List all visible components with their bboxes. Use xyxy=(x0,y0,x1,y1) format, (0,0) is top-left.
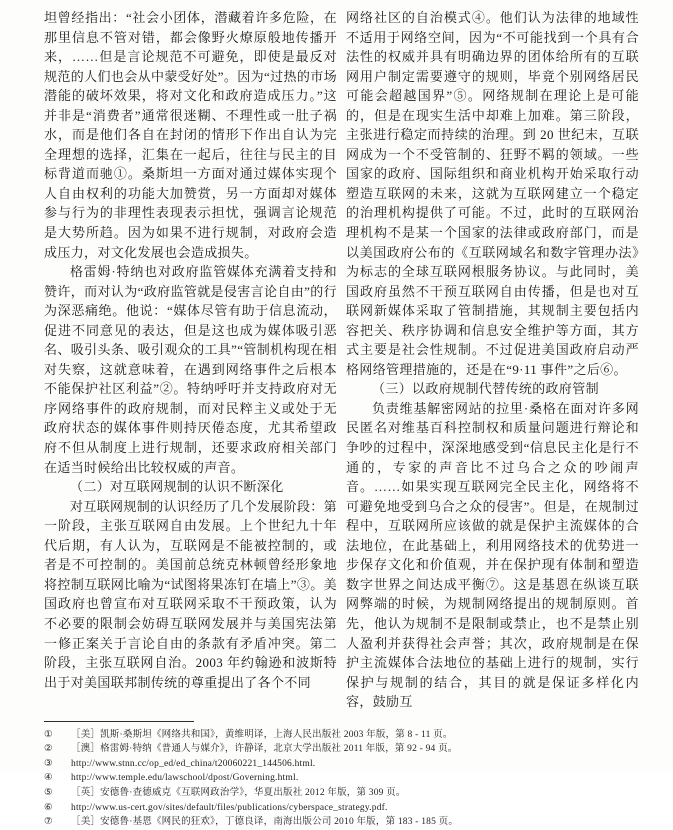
footnote xyxy=(44,802,639,816)
paragraph-stages-continued: 网络社区的自治模式④。他们认为法律的地域性不适用于网络空间，因为“不可能找到一个具有合法性的权威并具有明确边界的团体给所有的互联网用户制定需要遵守的规则，毕竟个别网络居民可能会超越国界”⑤。网络规制在理论上是可能的，但是在现实生活中却难上加难。第三阶段，主张进行稳定而持续的治理。到 20 世纪末，互联网成为一个不受管制的、狂野不羁的领域。一些国家的政府、国际组织和商业机构开始采取行动塑造互联网的未来，这就为互联网建立一个稳定的治理机构提供了可能。不过，此时的互联网治理机构不是某一个国家的法律或政府部门，而是以美国政府公布的《互联网域名和数字管理办法》为标志的全球互联网根服务协议。与此同时，美国政府虽然不干预互联网自由传播，但是也对互联网新媒体采取了管制措施，其规制主要包括内容把关、秩序协调和信息安全维护等方面，其方式主要是社会性规制。不过促进美国政府启动严格网络管理措施的，还是在“9·11 事件”之后⑥。 xyxy=(346,10,639,377)
footnote xyxy=(44,772,639,786)
footnote-separator xyxy=(44,721,194,722)
footnote-marker: ⑦ xyxy=(44,817,53,828)
footnote-text: ［美］凯斯·桑斯坦《网络共和国》，黄维明译，上海人民出版社 2003 年版，第 8 - 11 页。 xyxy=(71,729,453,740)
paragraph-turner: 格雷姆·特纳也对政府监管媒体充满着支持和赞许，而对认为“政府监管就是侵害言论自由”的行为深恶痛绝。他说：“媒体尽管有助于信息流动，促进不同意见的表达，但是这也成为媒体吸引恶名、吸引头条、吸引观众的工具”“管制机构现在相对失察，这就意味着，在遇到网络事件之后根本不能保护社区利益”②。特纳呼吁并支持政府对无序网络事件的政府规制，而对民粹主义或处于无政府状态的媒体事件则持厌倦态度，尤其希望政府不但从制度上进行规制，还要求政府相关部门在适当时候给出比较权威的声音。 xyxy=(44,264,337,475)
right-column xyxy=(346,8,639,712)
footnote-text: http://www.stnn.cc/op_ed/ed_china/t20060221_144506.html. xyxy=(71,758,316,769)
footnote-text: http://www.temple.edu/lawschool/dpost/Governing.html. xyxy=(71,773,299,784)
paragraph-stages: 对互联网规制的认识经历了几个发展阶段：第一阶段，主张互联网自由发展。上个世纪九十年代后期，有人认为，互联网是不能被控制的，或者是不可控制的。美国前总统克林顿曾经形象地将控制互联网比喻为“试图将果冻钉在墙上”③。美国政府也曾宣布对互联网采取不干预政策，认为不必要的限制会妨碍互联网发展并与美国宪法第一修正案关于言论自由的条款有矛盾冲突。第二阶段，主张互联网自治。2003 年约翰逊和波斯特出于对美国联邦制传统的尊重提出了各个不同 xyxy=(44,498,338,690)
text-columns xyxy=(44,8,639,712)
footnote-marker: ④ xyxy=(44,773,53,784)
footnote-marker: ② xyxy=(44,744,53,755)
paragraph-sanger: 负责维基解密网站的拉里·桑格在面对许多网民匿名对维基百科控制权和质量问题进行辩论和争吵的过程中，深深地感受到“信息民主化是行不通的，专家的声音比不过乌合之众的吵闹声音。……如果实现互联网完全民主化，网络将不可避免地受到乌合之众的侵害”。但是，在规制过程中，互联网所应该做的就是保护主流媒体的合法地位，在此基础上，利用网络技术的优势进一步保存文化和价值观，并在保护现有体制和塑造数字世界之间达成平衡⑦。这是基恩在纵谈互联网弊端的时候，为规制网络提出的规制原则。首先，他认为规制不是限制或禁止，也不是禁止别人盈利并获得社会声誉；其次，政府规制是在保护主流媒体合法地位的基础上进行的规制，实行保护与规制的结合，其目的就是保证多样化内容，鼓励互 xyxy=(346,400,639,710)
footnote xyxy=(44,816,639,830)
footnote-text: ［澳］格雷姆·特纳《普通人与媒介》，许静译，北京大学出版社 2011 年版，第 92 - 94 页。 xyxy=(71,744,458,755)
footnotes-section xyxy=(44,721,639,830)
footnote-marker: ⑤ xyxy=(44,788,53,799)
footnote-marker: ③ xyxy=(44,758,53,769)
section-heading-3: （三）以政府规制代替传统的政府管制 xyxy=(372,381,599,397)
footnote-text: ［美］安德鲁·基恩《网民的狂欢》，丁德良译，南海出版公司 2010 年版，第 183 - 185 页。 xyxy=(71,817,459,828)
left-column xyxy=(44,8,337,712)
footnote xyxy=(44,758,639,772)
footnote-marker: ⑥ xyxy=(44,802,53,813)
footnote xyxy=(44,743,639,757)
footnote xyxy=(44,787,639,801)
paragraph-continuation: 坦曾经指出：“社会小团体，潜藏着许多危险，在那里信息不管对错，都会像野火燎原般地传播开来，……但是言论规范不可避免，即使是最反对规范的人们也会从中蒙受好处”。因为“过热的市场潜能的破坏效果，将对文化和政府造成压力。”这并非是“消费者”通常很迷糊、不理性或一肚子祸水，而是他们各自在封闭的情形下作出自认为完全理想的选择，汇集在一起后，往往与民主的目标背道而驰①。桑斯坦一方面对通过媒体实现个人自由权利的功能大加赞赏，另一方面却对媒体参与行为的非理性表现表示担忧，强调言论规范是大势所趋。因为如果不进行规制，对政府会造成压力，对文化发展也会造成损失。 xyxy=(44,10,337,260)
section-heading-2: （二）对互联网规制的认识不断深化 xyxy=(70,479,284,495)
footnote-text: http://www.us-cert.gov/sites/default/files/publications/cyberspace_strategy.pdf. xyxy=(71,802,388,813)
footnote-text: ［英］安德鲁·查德威克《互联网政治学》，华夏出版社 2012 年版，第 309 页。 xyxy=(71,788,406,799)
footnote-marker: ① xyxy=(44,729,53,740)
footnote xyxy=(44,729,639,743)
